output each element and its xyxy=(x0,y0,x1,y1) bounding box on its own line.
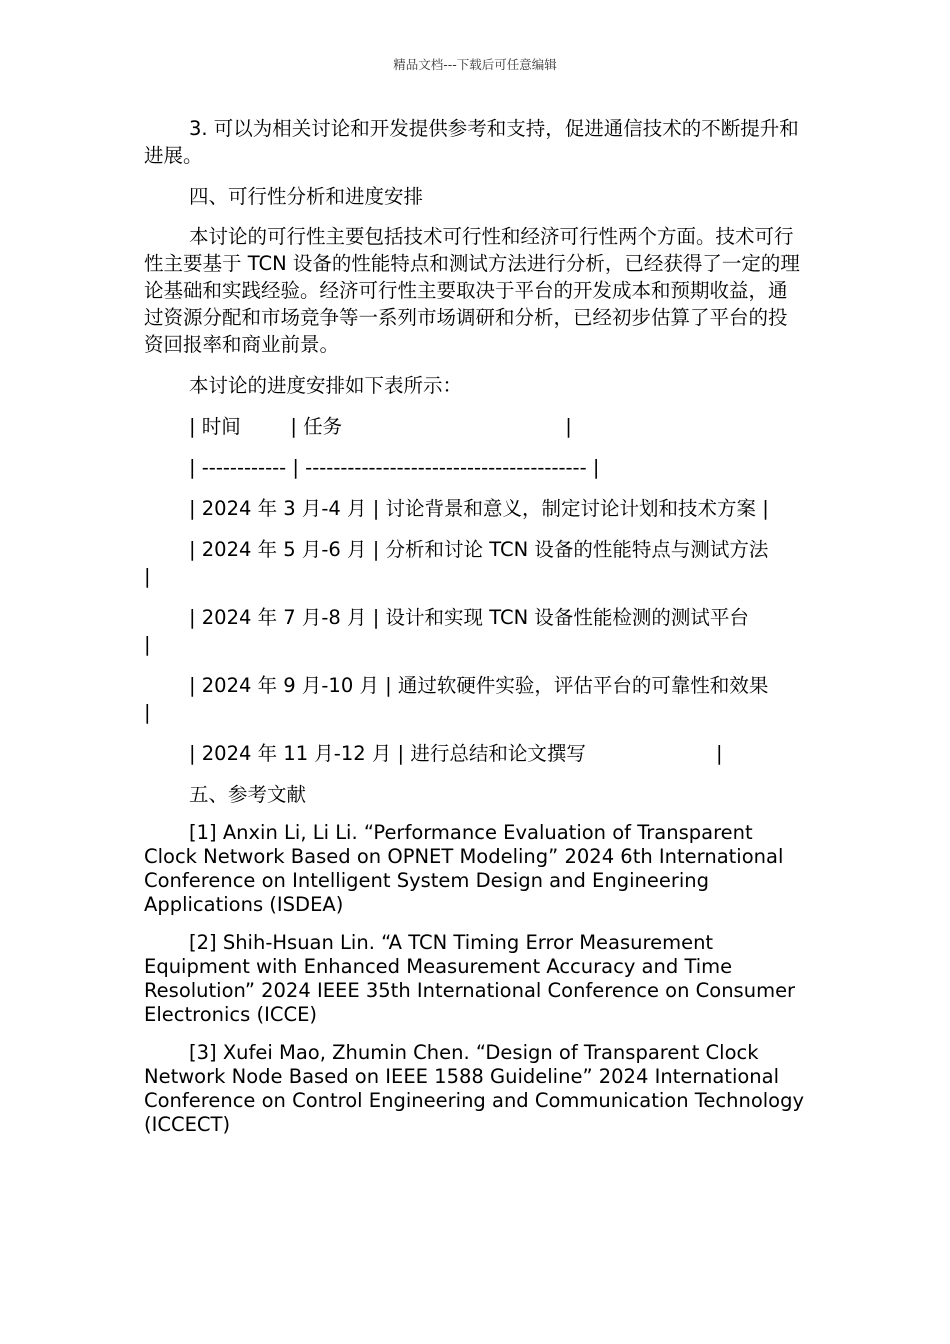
reference-item: [3] Xufei Mao, Zhumin Chen. “Design of Transparent Clock Network Node Based on IEEE 1588 Guideline” 2024 International Conference on Control Engineering and Communication Technology (ICCECT) xyxy=(144,1041,805,1136)
table-separator-row: | ------------ | ---------------------------------------- | xyxy=(189,456,600,479)
reference-item: [1] Anxin Li, Li Li. “Performance Evaluation of Transparent Clock Network Based on OPNET Modeling” 2024 6th International Conference on Intelligent System Design and Engineering Applications (ISDEA) xyxy=(144,821,784,916)
paragraph-feasibility: 本讨论的可行性主要包括技术可行性和经济可行性两个方面。技术可行性主要基于 TCN 设备的性能特点和测试方法进行分析，已经获得了一定的理论基础和实践经验。经济可行性主要取决于平台的开发成本和预期收益，通过资源分配和市场竞争等一系列市场调研和分析，已经初步估算了平台的投资回报率和商业前景。 xyxy=(144,225,800,356)
schedule-table xyxy=(144,413,812,767)
table-header-row: | 时间 | 任务 | xyxy=(189,415,572,438)
section-heading-references: 五、参考文献 xyxy=(189,783,307,806)
reference-item: [2] Shih-Hsuan Lin. “A TCN Timing Error Measurement Equipment with Enhanced Measurement Accuracy and Time Resolution” 2024 IEEE 35th International Conference on Consumer Electronics (ICCE) xyxy=(144,931,796,1026)
table-row: | 2024 年 3 月-4 月 | 讨论背景和意义，制定讨论计划和技术方案 | xyxy=(189,497,769,520)
section-heading-feasibility: 四、可行性分析和进度安排 xyxy=(189,185,424,208)
table-row: | 2024 年 5 月-6 月 | 分析和讨论 TCN 设备的性能特点与测试方法 | xyxy=(144,538,806,588)
table-row: | 2024 年 9 月-10 月 | 通过软硬件实验，评估平台的可靠性和效果 | xyxy=(144,674,812,724)
paragraph-point-3: 3. 可以为相关讨论和开发提供参考和支持，促进通信技术的不断提升和进展。 xyxy=(144,117,799,167)
paragraph-schedule-intro: 本讨论的进度安排如下表所示： xyxy=(189,374,463,397)
table-row: | 2024 年 7 月-8 月 | 设计和实现 TCN 设备性能检测的测试平台 | xyxy=(144,606,811,656)
page-header: 精品文档---下载后可任意编辑 xyxy=(393,57,557,72)
table-row: | 2024 年 11 月-12 月 | 进行总结和论文撰写 | xyxy=(189,742,723,765)
reference-list xyxy=(144,821,804,1137)
document-body xyxy=(144,115,812,1151)
